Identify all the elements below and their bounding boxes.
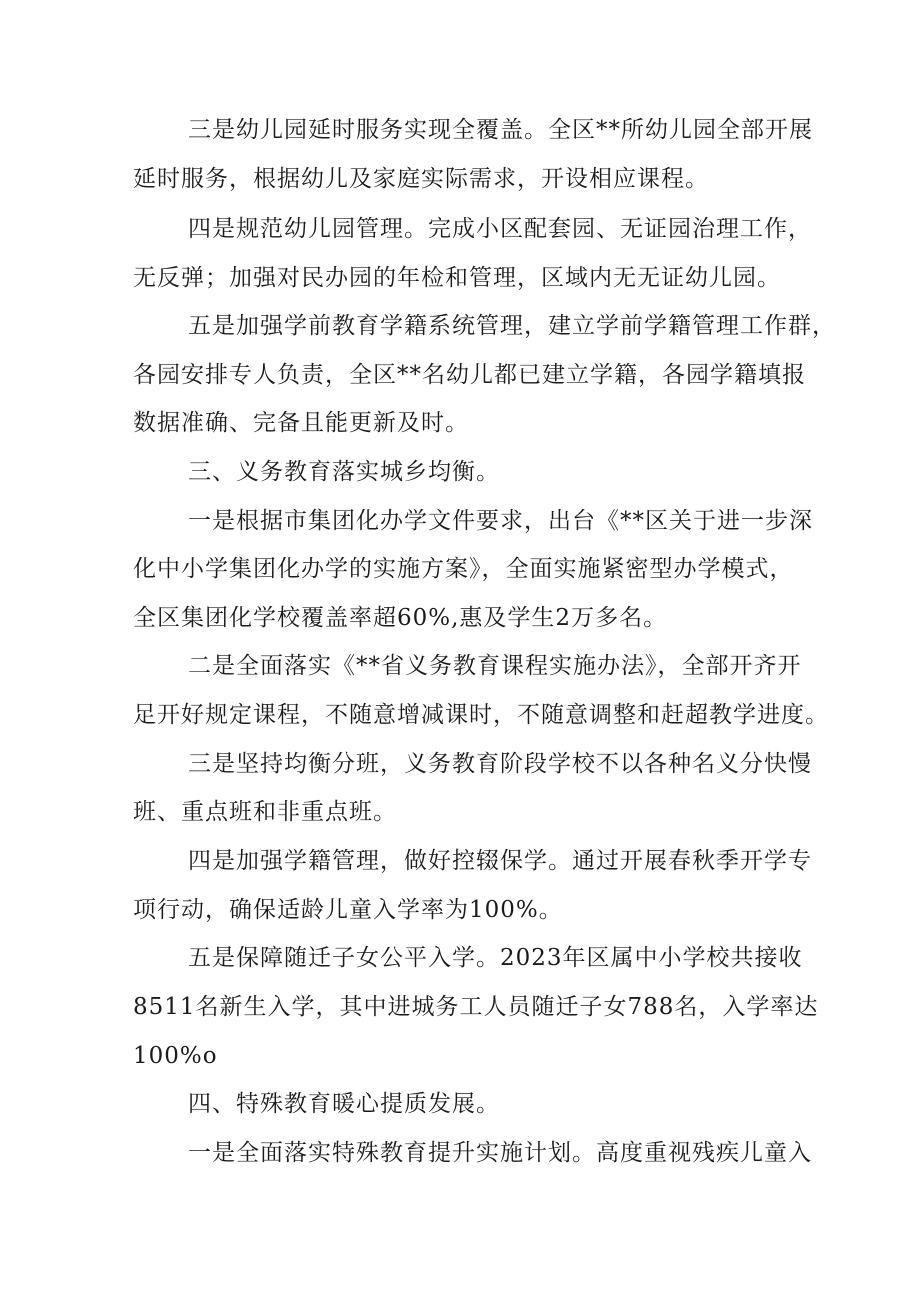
text-line: 全区集团化学校覆盖率超60%,惠及学生2万多名。 <box>133 605 668 631</box>
text-line: 三是幼儿园延时服务实现全覆盖。全区**所幼儿园全部开展 <box>188 117 813 143</box>
text-line: 无反弹；加强对民办园的年检和管理，区域内无无证幼儿园。 <box>133 265 781 291</box>
text-line: 8511名新生入学，其中进城务工人员随迁子女788名，入学率达 <box>133 994 819 1020</box>
text-line: 四是规范幼儿园管理。完成小区配套园、无证园治理工作， <box>188 216 812 242</box>
text-line: 一是全面落实特殊教育提升实施计划。高度重视残疾儿童入 <box>188 1140 812 1166</box>
text-line: 二是全面落实《**省义务教育课程实施办法》，全部开齐开 <box>188 653 802 679</box>
text-line: 足开好规定课程，不随意增减课时，不随意调整和赶超教学进度。 <box>133 702 829 728</box>
heading-line: 四、特殊教育暖心提质发展。 <box>188 1091 500 1117</box>
text-line: 三是坚持均衡分班，义务教育阶段学校不以各种名义分快慢 <box>188 751 812 777</box>
text-line: 五是加强学前教育学籍系统管理，建立学前学籍管理工作群， <box>188 313 836 339</box>
text-line: 化中小学集团化办学的实施方案》，全面实施紧密型办学模式， <box>133 556 794 582</box>
text-line: 100%o <box>133 1043 218 1069</box>
text-line: 一是根据市集团化办学文件要求，出台《**区关于进一步深 <box>188 508 813 534</box>
text-line: 班、重点班和非重点班。 <box>133 799 397 825</box>
text-line: 数据准确、完备且能更新及时。 <box>133 410 469 436</box>
text-line: 项行动，确保适龄儿童入学率为100%。 <box>133 897 563 923</box>
text-line: 五是保障随迁子女公平入学。2023年区属中小学校共接收 <box>188 945 803 971</box>
text-line: 延时服务，根据幼儿及家庭实际需求，开设相应课程。 <box>133 166 709 192</box>
heading-line: 三、义务教育落实城乡均衡。 <box>188 459 500 485</box>
text-line: 各园安排专人负责，全区**名幼儿都已建立学籍，各园学籍填报 <box>133 362 806 388</box>
text-line: 四是加强学籍管理，做好控辍保学。通过开展春秋季开学专 <box>188 848 812 874</box>
